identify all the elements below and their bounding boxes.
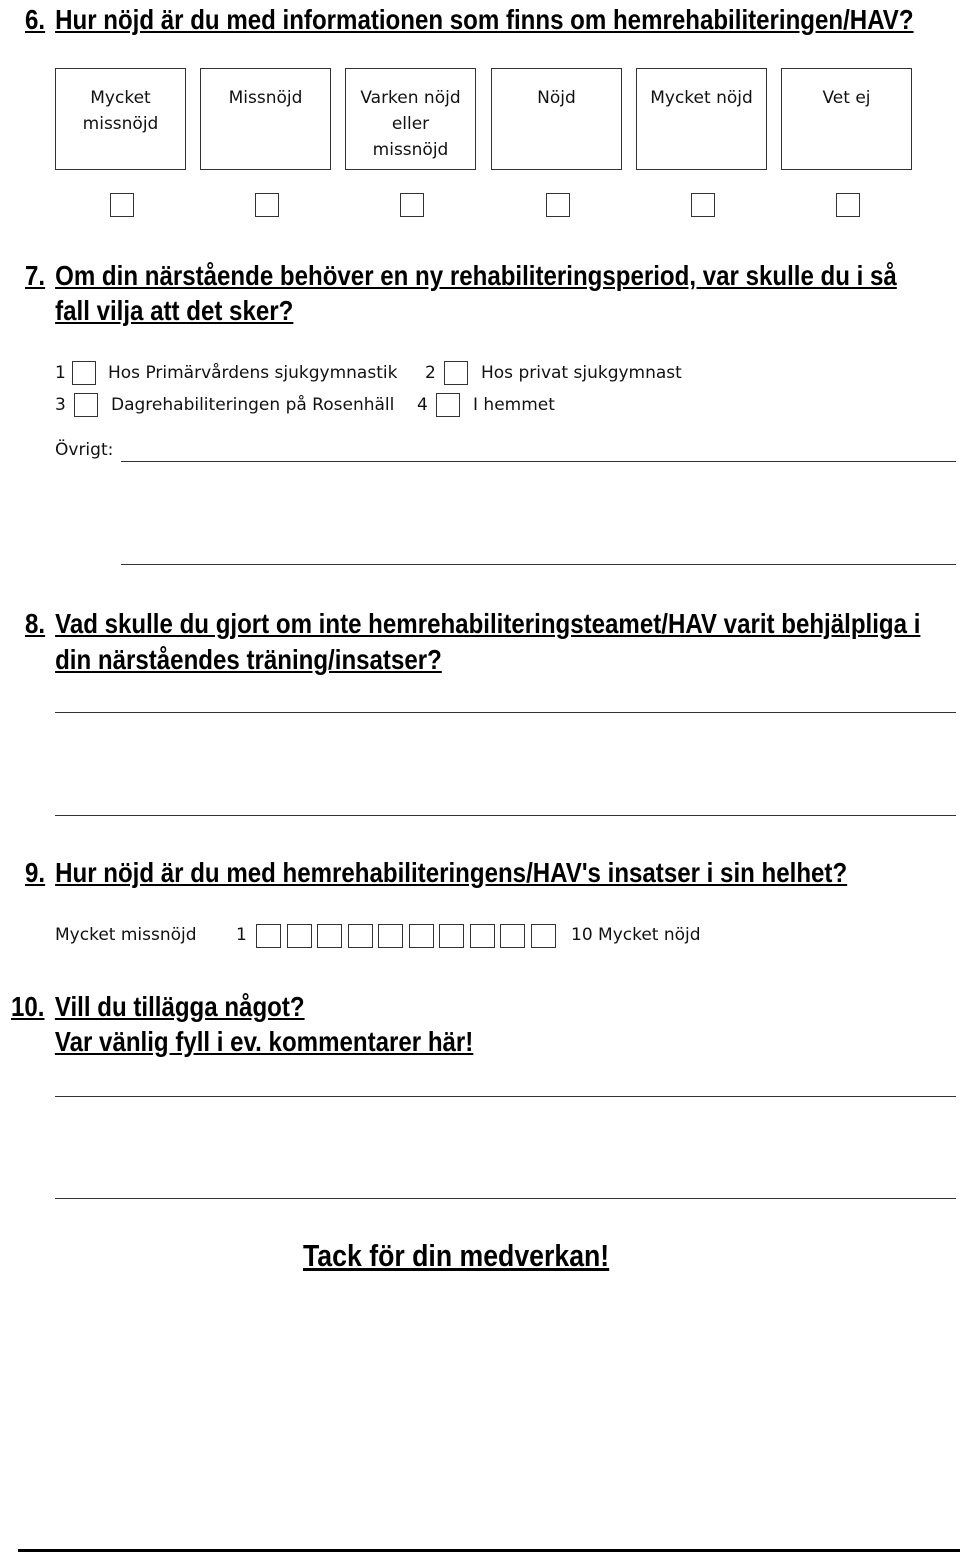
scale-option-dissatisfied (200, 68, 331, 170)
question-number: 8. (25, 608, 46, 639)
question-text-line1: Om din närstående behöver en ny rehabiliteringsperiod, var skulle du i så (55, 260, 897, 291)
checkbox-satisfied[interactable] (546, 193, 570, 217)
comment-line[interactable] (55, 1096, 956, 1097)
option-label: Nöjd (537, 88, 576, 108)
rating-cell-6[interactable] (409, 924, 434, 948)
rating-cell-2[interactable] (287, 924, 312, 948)
rating-cell-8[interactable] (470, 924, 495, 948)
rating-cell-4[interactable] (348, 924, 373, 948)
scale-option-dont-know (781, 68, 912, 170)
checkbox-neutral[interactable] (400, 193, 424, 217)
other-answer-line[interactable] (121, 461, 956, 462)
choice-number: 1 (55, 363, 66, 383)
other-answer-line[interactable] (121, 564, 956, 565)
rating-cell-9[interactable] (500, 924, 525, 948)
option-label: Varken nöjd (360, 88, 461, 108)
choice-number: 2 (425, 363, 436, 383)
question-number: 9. (25, 857, 46, 888)
rating-low-label: Mycket missnöjd (55, 925, 197, 945)
rating-low-number: 1 (236, 925, 247, 945)
scale-option-very-dissatisfied (55, 68, 186, 170)
scale-option-satisfied (491, 68, 622, 170)
choice-number: 3 (55, 395, 66, 415)
question-number: 6. (25, 4, 46, 35)
option-label: eller (391, 114, 430, 134)
rating-cell-10[interactable] (531, 924, 556, 948)
choice-number: 4 (417, 395, 428, 415)
comment-line[interactable] (55, 1198, 956, 1199)
checkbox-very-dissatisfied[interactable] (110, 193, 134, 217)
answer-line[interactable] (55, 815, 956, 816)
question-text: Hur nöjd är du med hemrehabiliteringens/HAV's insatser i sin helhet? (55, 857, 848, 888)
option-label: missnöjd (82, 114, 159, 134)
rating-cell-1[interactable] (256, 924, 281, 948)
page-bottom-divider (18, 1549, 960, 1552)
question-number: 7. (25, 260, 46, 291)
question-text-line1: Vad skulle du gjort om inte hemrehabiliteringsteamet/HAV varit behjälpliga i (55, 608, 921, 639)
checkbox-very-satisfied[interactable] (691, 193, 715, 217)
checkbox-dont-know[interactable] (836, 193, 860, 217)
question-text-line2: din närståendes träning/insatser? (55, 644, 442, 675)
choice-label: Dagrehabiliteringen på Rosenhäll (111, 395, 395, 415)
other-label: Övrigt: (55, 440, 114, 460)
option-label: Mycket (90, 88, 151, 108)
answer-line[interactable] (55, 712, 956, 713)
option-label: Vet ej (822, 88, 871, 108)
rating-cell-3[interactable] (317, 924, 342, 948)
question-text-line2: fall vilja att det sker? (55, 295, 294, 326)
scale-option-very-satisfied (636, 68, 767, 170)
question-text-line1: Vill du tillägga något? (54, 991, 305, 1022)
checkbox-day-rehab[interactable] (74, 393, 98, 417)
rating-cell-7[interactable] (439, 924, 464, 948)
checkbox-primary-care-physio[interactable] (72, 361, 96, 385)
scale-option-neutral (345, 68, 476, 170)
rating-high-label: 10 Mycket nöjd (571, 925, 701, 945)
question-number: 10. (11, 991, 45, 1022)
rating-cell-5[interactable] (378, 924, 403, 948)
choice-label: Hos privat sjukgymnast (481, 363, 682, 383)
question-text-line2: Var vänlig fyll i ev. kommentarer här! (54, 1026, 474, 1057)
checkbox-at-home[interactable] (436, 393, 460, 417)
option-label: Missnöjd (228, 88, 303, 108)
thank-you-message: Tack för din medverkan! (303, 1238, 610, 1273)
choice-label: I hemmet (473, 395, 555, 415)
option-label: Mycket nöjd (650, 88, 753, 108)
choice-label: Hos Primärvårdens sjukgymnastik (108, 363, 398, 383)
checkbox-private-physio[interactable] (444, 361, 468, 385)
checkbox-dissatisfied[interactable] (255, 193, 279, 217)
option-label: missnöjd (372, 140, 449, 160)
question-text: Hur nöjd är du med informationen som finns om hemrehabiliteringen/HAV? (55, 4, 914, 35)
